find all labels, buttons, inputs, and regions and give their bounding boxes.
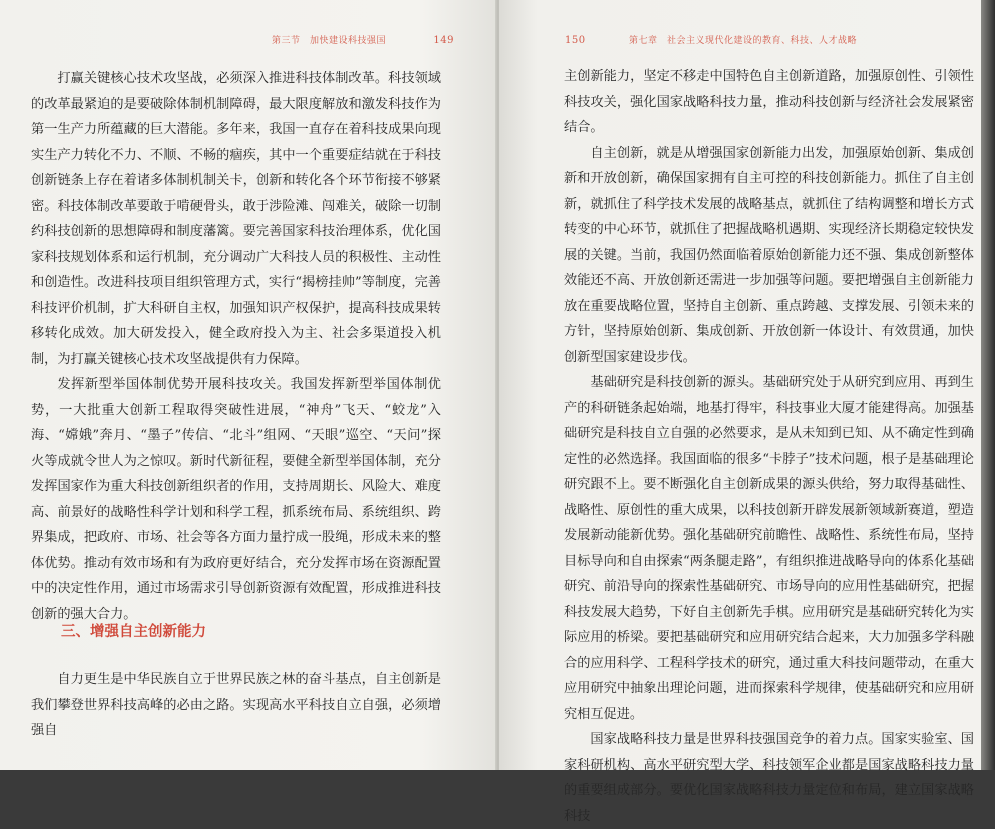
left-page-number: 149	[433, 35, 454, 46]
right-paragraph-3: 基础研究是科技创新的源头。基础研究处于从研究到应用、再到生产的科研链条起始端，地基打得牢，科技事业大厦才能建得高。加强基础研究是科技自立自强的必然要求，是从未知到已知、从不确定性到确定性的必然选择。我国面临的很多“卡脖子”技术问题，根子是基础理论研究跟不上。要不断强化自主创新成果的源头供给，努力取得基础性、战略性、原创性的重大成果，以科技创新开辟发展新领域新赛道，塑造发展新动能新优势。强化基础研究前瞻性、战略性、系统性布局，坚持目标导向和自由探索“两条腿走路”，有组织推进战略导向的体系化基础研究、前沿导向的探索性基础研究、市场导向的应用性基础研究，把握科技发展大趋势，下好自主创新先手棋。应用研究是基础研究转化为实际应用的桥梁。要把基础研究和应用研究结合起来，大力加强多学科融合的应用科学、工程科学技术的研究，通过重大科技问题带动，在重大应用研究中抽象出理论问题，进而探索科学规律，使基础研究和应用研究相互促进。	[564, 375, 974, 722]
left-page	[0, 0, 497, 770]
left-paragraph-2: 发挥新型举国体制优势开展科技攻关。我国发挥新型举国体制优势，一大批重大创新工程取得突破性进展，“神舟”飞天、“蛟龙”入海、“嫦娥”奔月、“墨子”传信、“北斗”组网、“天眼”巡空、“天问”探火等成就令世人为之惊叹。新时代新征程，要健全新型举国体制，充分发挥国家作为重大科技创新组织者的作用，支持周期长、风险大、难度高、前景好的战略性科学计划和科学工程，抓系统布局、系统组织、跨界集成，把政府、市场、社会等各方面力量拧成一股绳，形成未来的整体优势。推动有效市场和有为政府更好结合，充分发挥市场在资源配置中的决定性作用，通过市场需求引导创新资源有效配置，形成推进科技创新的强大合力。	[31, 377, 441, 622]
left-paragraph-3: 自力更生是中华民族自立于世界民族之林的奋斗基点，自主创新是我们攀登世界科技高峰的必由之路。实现高水平科技自立自强，必须增强自	[31, 672, 441, 738]
right-paragraph-2: 自主创新，就是从增强国家创新能力出发，加强原始创新、集成创新和开放创新，确保国家拥有自主可控的科技创新能力。抓住了自主创新，就抓住了科学技术发展的战略基点，就抓住了结构调整和增长方式转变的中心环节，就抓住了把握战略机遇期、实现经济长期稳定较快发展的关键。当前，我国仍然面临着原始创新能力还不强、集成创新整体效能还不高、开放创新还需进一步加强等问题。要把增强自主创新能力放在重要战略位置，坚持自主创新、重点跨越、支撑发展、引领未来的方针，坚持原始创新、集成创新、开放创新一体设计、有效贯通，加快创新型国家建设步伐。	[564, 145, 974, 365]
right-paragraph-4: 国家战略科技力量是世界科技强国竞争的着力点。国家实验室、国家科研机构、高水平研究型大学、科技领军企业都是国家战略科技力量的重要组成部分。要优化国家战略科技力量定位和布局，建立国家战略科技	[564, 732, 974, 824]
left-page-header	[272, 33, 454, 46]
left-body-upper	[31, 66, 441, 627]
right-header-chapter: 第七章 社会主义现代化建设的教育、科技、人才战略	[628, 36, 857, 46]
left-paragraph-1: 打赢关键核心技术攻坚战，必须深入推进科技体制改革。科技领域的改革最紧迫的是要破除体制机制障碍，最大限度解放和激发科技作为第一生产力所蕴藏的巨大潜能。多年来，我国一直存在着科技成果向现实生产力转化不力、不顺、不畅的痼疾，其中一个重要症结就在于科技创新链条上存在着诸多体制机制关卡，创新和转化各个环节衔接不够紧密。科技体制改革要敢于啃硬骨头，敢于涉险滩、闯难关，破除一切制约科技创新的思想障碍和制度藩篱。要完善国家科技治理体系，优化国家科技规划体系和运行机制，充分调动广大科技人员的积极性、主动性和创造性。改进科技项目组织管理方式，实行“揭榜挂帅”等制度，完善科技评价机制，扩大科研自主权，加强知识产权保护，提高科技成果转移转化成效。加大研发投入，健全政府投入为主、社会多渠道投入机制，为打赢关键核心技术攻坚战提供有力保障。	[31, 71, 441, 367]
right-body	[564, 64, 974, 829]
right-page-header	[565, 33, 857, 46]
right-page-number: 150	[565, 35, 586, 46]
right-book-edge	[981, 0, 995, 770]
left-header-section: 第三节 加快建设科技强国	[272, 36, 387, 46]
right-paragraph-1: 主创新能力，坚定不移走中国特色自主创新道路，加强原创性、引领性科技攻关，强化国家战略科技力量，推动科技创新与经济社会发展紧密结合。	[564, 69, 974, 135]
right-page	[499, 0, 981, 824]
left-body-lower	[31, 667, 441, 744]
section-title: 三、增强自主创新能力	[61, 624, 206, 640]
